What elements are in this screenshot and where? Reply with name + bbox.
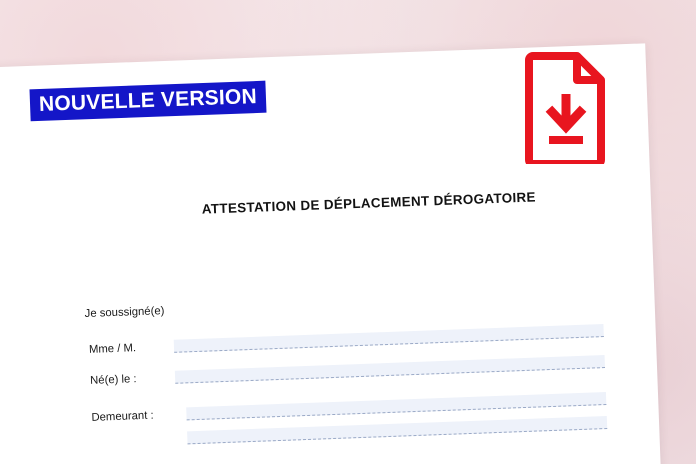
- field-label-address: Demeurant :: [91, 409, 154, 424]
- field-input-birthdate[interactable]: [175, 355, 605, 384]
- field-input-address-line1[interactable]: [186, 392, 606, 420]
- field-label-civility: Mme / M.: [88, 342, 137, 356]
- document-download-icon[interactable]: [523, 52, 609, 164]
- intro-line: Je soussigné(e): [84, 305, 165, 321]
- document-title: ATTESTATION DE DÉPLACEMENT DÉROGATOIRE: [201, 189, 537, 217]
- field-label-birthdate: Né(e) le :: [89, 373, 137, 387]
- nouvelle-version-badge-label: NOUVELLE VERSION: [38, 85, 258, 116]
- field-input-address-line2[interactable]: [187, 416, 607, 444]
- field-input-civility[interactable]: [174, 324, 604, 353]
